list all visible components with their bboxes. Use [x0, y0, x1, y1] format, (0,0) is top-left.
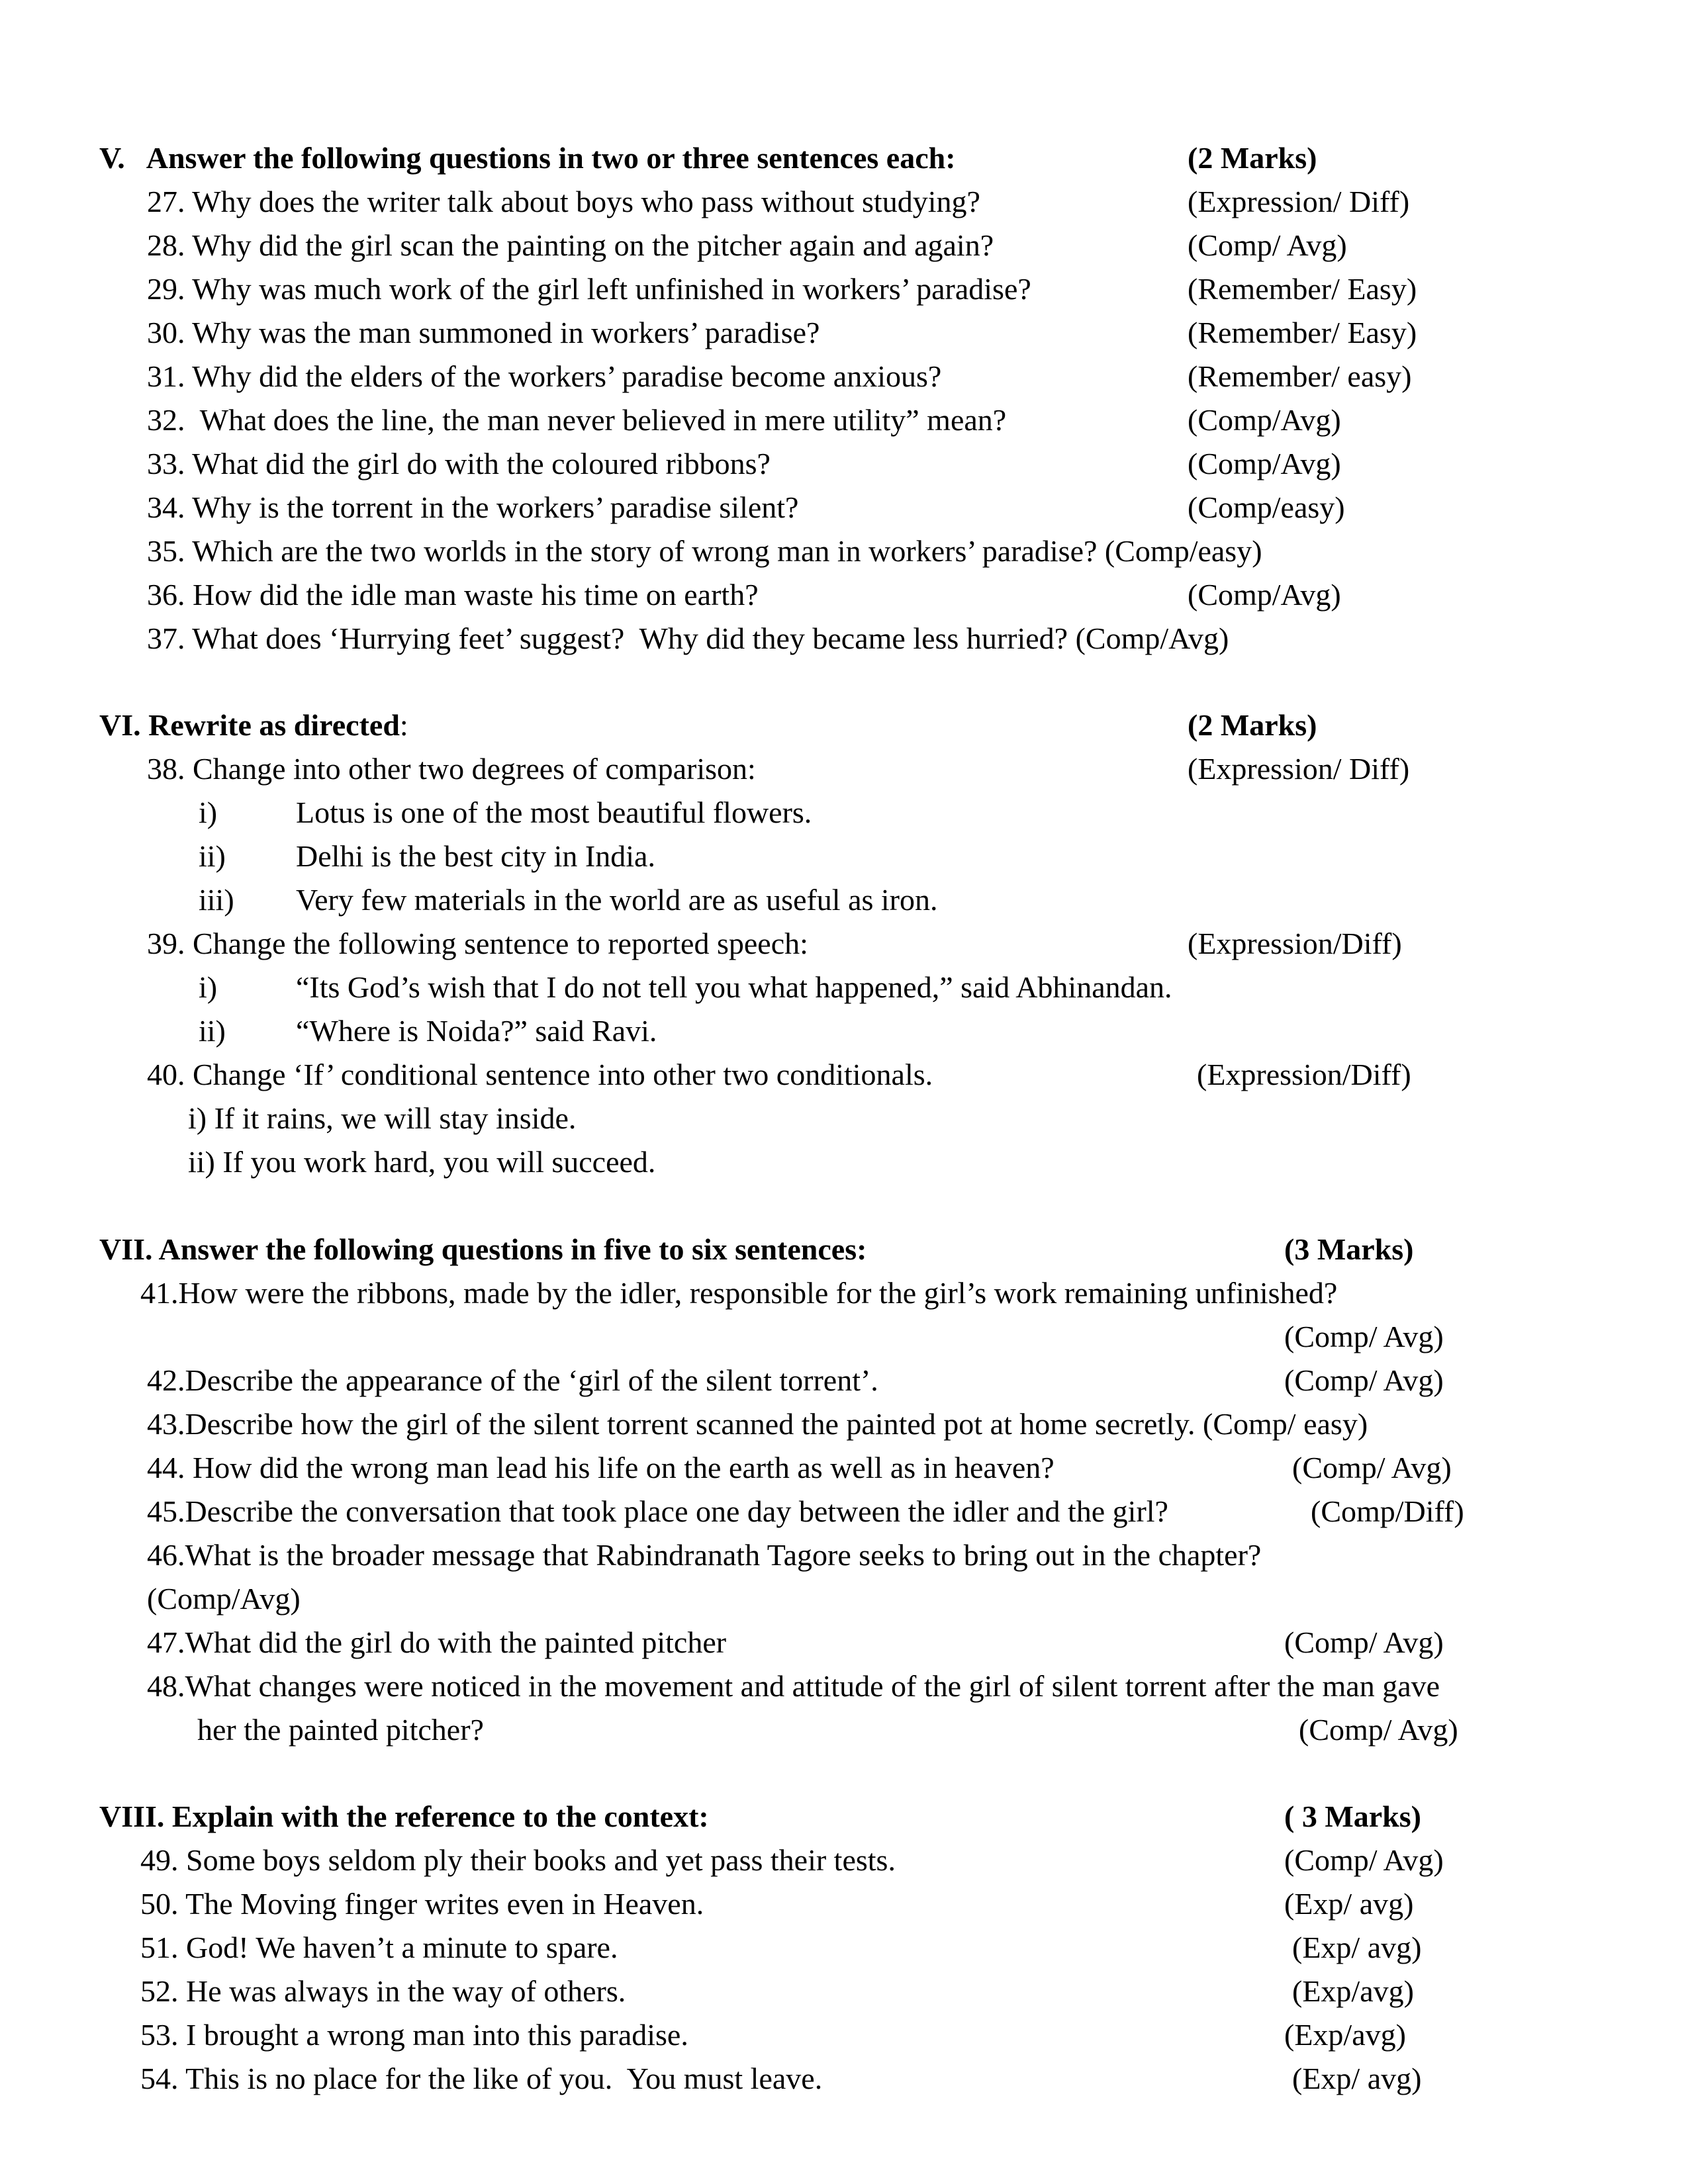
- question-46: 46.What is the broader message that Rabindranath Tagore seeks to bring out in the chapter?: [147, 1538, 1262, 1572]
- question-54-tag: (Exp/ avg): [1292, 2062, 1422, 2095]
- question-44-tag: (Comp/ Avg): [1292, 1451, 1452, 1484]
- q38-item-1-num: i): [199, 796, 218, 829]
- question-53: 53. I brought a wrong man into this paradise.: [140, 2018, 688, 2052]
- question-33: 33. What did the girl do with the coloured ribbons?: [147, 447, 771, 480]
- question-40-tag: (Expression/Diff): [1197, 1058, 1411, 1091]
- question-38-tag: (Expression/ Diff): [1188, 752, 1410, 786]
- q38-item-1: Lotus is one of the most beautiful flowers.: [296, 796, 812, 829]
- q38-item-3: Very few materials in the world are as useful as iron.: [296, 883, 938, 917]
- question-30: 30. Why was the man summoned in workers’ paradise?: [147, 316, 820, 349]
- question-30-tag: (Remember/ Easy): [1188, 316, 1417, 349]
- question-45-tag: (Comp/Diff): [1311, 1494, 1464, 1528]
- question-53-tag: (Exp/avg): [1284, 2018, 1406, 2052]
- question-27: 27. Why does the writer talk about boys who pass without studying?: [147, 185, 980, 218]
- question-29-tag: (Remember/ Easy): [1188, 272, 1417, 306]
- q40-item-1: i) If it rains, we will stay inside.: [188, 1101, 577, 1135]
- question-54: 54. This is no place for the like of you. You must leave.: [140, 2062, 823, 2095]
- question-34-tag: (Comp/easy): [1188, 490, 1345, 524]
- q38-item-3-num: iii): [199, 883, 234, 917]
- question-28: 28. Why did the girl scan the painting on the pitcher again and again?: [147, 228, 994, 262]
- question-38: 38. Change into other two degrees of comparison:: [147, 752, 756, 786]
- question-33-tag: (Comp/Avg): [1188, 447, 1341, 480]
- question-51: 51. God! We haven’t a minute to spare.: [140, 1931, 618, 1964]
- question-31: 31. Why did the elders of the workers’ paradise become anxious?: [147, 359, 942, 393]
- question-48-cont: her the painted pitcher?: [197, 1713, 484, 1747]
- q40-item-2: ii) If you work hard, you will succeed.: [188, 1145, 656, 1179]
- question-32: 32. What does the line, the man never believed in mere utility” mean?: [147, 403, 1007, 437]
- question-27-tag: (Expression/ Diff): [1188, 185, 1410, 218]
- question-51-tag: (Exp/ avg): [1292, 1931, 1422, 1964]
- question-49: 49. Some boys seldom ply their books and yet pass their tests.: [140, 1843, 896, 1877]
- question-52: 52. He was always in the way of others.: [140, 1974, 626, 2008]
- question-52-tag: (Exp/avg): [1292, 1974, 1414, 2008]
- question-44: 44. How did the wrong man lead his life on the earth as well as in heaven?: [147, 1451, 1055, 1484]
- question-42: 42.Describe the appearance of the ‘girl of the silent torrent’.: [147, 1363, 878, 1397]
- section-viii-marks: ( 3 Marks): [1284, 1799, 1421, 1833]
- q39-item-2: “Where is Noida?” said Ravi.: [296, 1014, 657, 1048]
- question-46-tag: (Comp/Avg): [147, 1582, 301, 1615]
- question-43: 43.Describe how the girl of the silent torrent scanned the painted pot at home secretly. (Comp/ easy): [147, 1407, 1368, 1441]
- question-40: 40. Change ‘If’ conditional sentence into other two conditionals.: [147, 1058, 933, 1091]
- section-vi-heading: [99, 707, 408, 744]
- question-34: 34. Why is the torrent in the workers’ paradise silent?: [147, 490, 799, 524]
- question-39: 39. Change the following sentence to reported speech:: [147, 927, 808, 960]
- question-28-tag: (Comp/ Avg): [1188, 228, 1347, 262]
- question-31-tag: (Remember/ easy): [1188, 359, 1412, 393]
- q39-item-1: “Its God’s wish that I do not tell you what happened,” said Abhinandan.: [296, 970, 1172, 1004]
- question-29: 29. Why was much work of the girl left unfinished in workers’ paradise?: [147, 272, 1031, 306]
- question-36-tag: (Comp/Avg): [1188, 578, 1341, 612]
- question-32-tag: (Comp/Avg): [1188, 403, 1341, 437]
- section-vi-marks: (2 Marks): [1188, 708, 1317, 742]
- q39-item-1-num: i): [199, 970, 218, 1004]
- q38-item-2: Delhi is the best city in India.: [296, 839, 655, 873]
- question-42-tag: (Comp/ Avg): [1284, 1363, 1444, 1397]
- question-49-tag: (Comp/ Avg): [1284, 1843, 1444, 1877]
- section-vii-marks: (3 Marks): [1284, 1232, 1414, 1266]
- question-47-tag: (Comp/ Avg): [1284, 1625, 1444, 1659]
- question-35: 35. Which are the two worlds in the story of wrong man in workers’ paradise? (Comp/easy): [147, 534, 1262, 568]
- question-37: 37. What does ‘Hurrying feet’ suggest? Why did they became less hurried? (Comp/Avg): [147, 621, 1229, 655]
- q39-item-2-num: ii): [199, 1014, 226, 1048]
- question-41: 41.How were the ribbons, made by the idler, responsible for the girl’s work remaining unfinished?: [140, 1276, 1338, 1310]
- question-39-tag: (Expression/Diff): [1188, 927, 1402, 960]
- section-v-marks: (2 Marks): [1188, 141, 1317, 175]
- question-48: 48.What changes were noticed in the movement and attitude of the girl of silent torrent after the man gave: [147, 1669, 1440, 1703]
- question-41-tag: (Comp/ Avg): [1284, 1320, 1444, 1353]
- section-vi-title: VI. Rewrite as directed: [99, 708, 400, 742]
- question-36: 36. How did the idle man waste his time on earth?: [147, 578, 759, 612]
- question-50-tag: (Exp/ avg): [1284, 1887, 1414, 1921]
- q38-item-2-num: ii): [199, 839, 226, 873]
- question-47: 47.What did the girl do with the painted pitcher: [147, 1625, 727, 1659]
- question-50: 50. The Moving finger writes even in Heaven.: [140, 1887, 704, 1921]
- section-vii-heading: VII. Answer the following questions in five to six sentences:: [99, 1232, 867, 1266]
- section-v-heading: V. Answer the following questions in two or three sentences each:: [99, 141, 956, 175]
- question-45: 45.Describe the conversation that took place one day between the idler and the girl?: [147, 1494, 1168, 1528]
- question-48-tag: (Comp/ Avg): [1299, 1713, 1458, 1747]
- section-vi-colon: :: [399, 708, 408, 742]
- section-viii-heading: VIII. Explain with the reference to the context:: [99, 1799, 709, 1833]
